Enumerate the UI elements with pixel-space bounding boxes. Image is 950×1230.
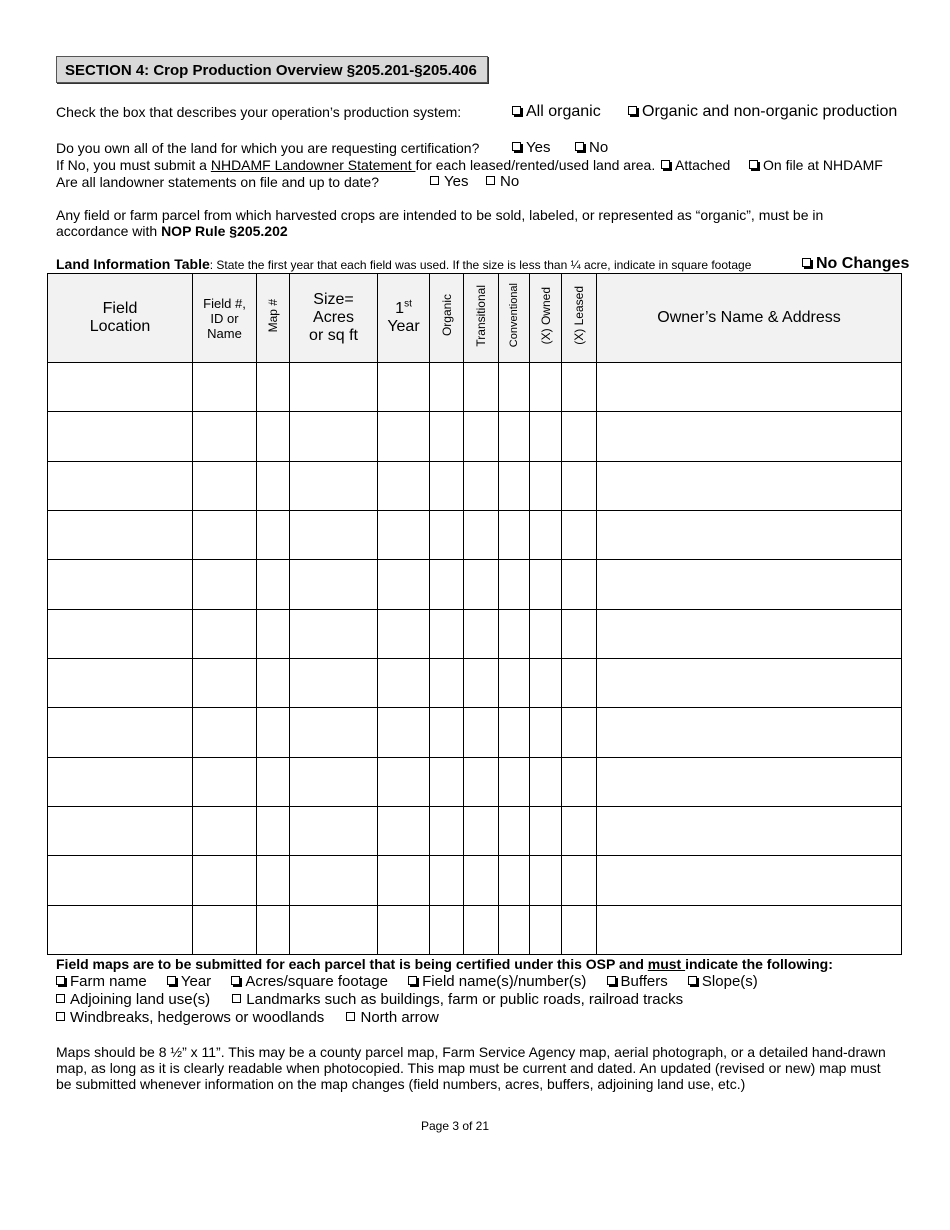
- table-cell[interactable]: [378, 757, 430, 806]
- table-cell[interactable]: [530, 461, 562, 510]
- checkbox-icon[interactable]: [346, 1012, 355, 1021]
- table-cell[interactable]: [499, 708, 530, 757]
- table-cell[interactable]: [597, 363, 902, 412]
- table-cell[interactable]: [257, 658, 290, 707]
- rule-text-line1: Any field or farm parcel from which harvested crops are intended to be sold, labeled, or represented as “organic”, must be in: [56, 207, 824, 223]
- table-cell[interactable]: [290, 609, 378, 658]
- table-cell[interactable]: [290, 708, 378, 757]
- table-cell[interactable]: [530, 609, 562, 658]
- table-cell[interactable]: [257, 560, 290, 609]
- checkbox-icon[interactable]: [231, 976, 240, 985]
- table-cell[interactable]: [290, 363, 378, 412]
- table-row: [48, 856, 902, 905]
- map-opt-farm-name[interactable]: Farm name: [56, 973, 147, 990]
- table-row: [48, 609, 902, 658]
- checkbox-icon[interactable]: [607, 976, 616, 985]
- no-changes-option[interactable]: No Changes: [802, 255, 909, 272]
- table-cell[interactable]: [48, 658, 193, 707]
- maps-row-2: [56, 991, 683, 1008]
- option-all-organic[interactable]: All organic: [512, 103, 601, 120]
- table-header-row: [48, 274, 902, 363]
- table-cell[interactable]: [499, 560, 530, 609]
- header-owned: (X) Owned: [530, 274, 562, 363]
- table-cell[interactable]: [378, 461, 430, 510]
- table-cell[interactable]: [193, 412, 257, 461]
- production-question: Check the box that describes your operation’s production system:: [56, 104, 462, 120]
- table-cell[interactable]: [499, 658, 530, 707]
- table-cell[interactable]: [193, 658, 257, 707]
- checkbox-icon[interactable]: [56, 1012, 65, 1021]
- map-opt-landmarks[interactable]: Landmarks such as buildings, farm or public roads, railroad tracks: [232, 991, 683, 1008]
- table-cell[interactable]: [193, 363, 257, 412]
- table-cell[interactable]: [48, 363, 193, 412]
- table-cell[interactable]: [193, 609, 257, 658]
- table-cell[interactable]: [290, 461, 378, 510]
- table-cell[interactable]: [562, 708, 597, 757]
- table-cell[interactable]: [562, 510, 597, 559]
- table-cell[interactable]: [597, 609, 902, 658]
- table-cell[interactable]: [430, 461, 464, 510]
- table-cell[interactable]: [48, 560, 193, 609]
- table-cell[interactable]: [378, 806, 430, 855]
- table-row: [48, 560, 902, 609]
- table-cell[interactable]: [562, 905, 597, 954]
- table-cell[interactable]: [290, 560, 378, 609]
- table-cell[interactable]: [257, 905, 290, 954]
- table-cell[interactable]: [464, 905, 499, 954]
- checkbox-icon[interactable]: [486, 176, 495, 185]
- table-cell[interactable]: [530, 806, 562, 855]
- table-cell[interactable]: [530, 658, 562, 707]
- table-cell[interactable]: [597, 905, 902, 954]
- table-cell[interactable]: [193, 757, 257, 806]
- table-cell[interactable]: [193, 708, 257, 757]
- table-cell[interactable]: [562, 609, 597, 658]
- table-cell[interactable]: [464, 461, 499, 510]
- table-cell[interactable]: [464, 658, 499, 707]
- table-cell[interactable]: [499, 757, 530, 806]
- landowner-statement-link[interactable]: NHDAMF Landowner Statement: [210, 157, 416, 173]
- table-cell[interactable]: [48, 757, 193, 806]
- table-cell[interactable]: [597, 461, 902, 510]
- map-opt-acres[interactable]: Acres/square footage: [231, 973, 388, 990]
- table-cell[interactable]: [464, 510, 499, 559]
- table-cell[interactable]: [48, 905, 193, 954]
- table-cell[interactable]: [562, 560, 597, 609]
- table-cell[interactable]: [193, 510, 257, 559]
- maps-row-3: [56, 1009, 439, 1026]
- table-cell[interactable]: [257, 363, 290, 412]
- map-opt-buffers[interactable]: Buffers: [607, 973, 668, 990]
- table-cell[interactable]: [597, 510, 902, 559]
- rule-text-line2: accordance with NOP Rule §205.202: [56, 223, 288, 239]
- header-field-location: Field Location: [48, 274, 193, 363]
- table-cell[interactable]: [562, 658, 597, 707]
- table-cell[interactable]: [290, 757, 378, 806]
- own-land-yes[interactable]: Yes: [512, 139, 550, 156]
- table-cell[interactable]: [530, 708, 562, 757]
- table-cell[interactable]: [464, 708, 499, 757]
- table-row: [48, 658, 902, 707]
- table-row: [48, 461, 902, 510]
- own-land-no[interactable]: No: [575, 139, 608, 156]
- table-cell[interactable]: [464, 412, 499, 461]
- table-cell[interactable]: [430, 806, 464, 855]
- table-cell[interactable]: [530, 412, 562, 461]
- table-cell[interactable]: [378, 363, 430, 412]
- map-opt-windbreaks[interactable]: Windbreaks, hedgerows or woodlands: [56, 1009, 324, 1026]
- table-cell[interactable]: [499, 609, 530, 658]
- table-row: [48, 510, 902, 559]
- table-cell[interactable]: [530, 856, 562, 905]
- checkbox-icon[interactable]: [56, 994, 65, 1003]
- checkbox-icon[interactable]: [56, 976, 65, 985]
- checkbox-icon[interactable]: [628, 106, 637, 115]
- table-cell[interactable]: [597, 856, 902, 905]
- table-cell[interactable]: [597, 412, 902, 461]
- checkbox-icon[interactable]: [575, 142, 584, 151]
- table-row: [48, 757, 902, 806]
- checkbox-icon[interactable]: [512, 142, 521, 151]
- table-cell[interactable]: [499, 905, 530, 954]
- table-cell[interactable]: [378, 609, 430, 658]
- table-cell[interactable]: [499, 363, 530, 412]
- table-cell[interactable]: [290, 856, 378, 905]
- own-land-question: Do you own all of the land for which you are requesting certification?: [56, 140, 480, 156]
- table-cell[interactable]: [530, 510, 562, 559]
- table-row: [48, 363, 902, 412]
- map-opt-year[interactable]: Year: [167, 973, 211, 990]
- table-row: [48, 708, 902, 757]
- table-cell[interactable]: [257, 510, 290, 559]
- table-cell[interactable]: [562, 461, 597, 510]
- table-cell[interactable]: [464, 757, 499, 806]
- table-cell[interactable]: [562, 806, 597, 855]
- table-cell[interactable]: [499, 461, 530, 510]
- table-cell[interactable]: [257, 856, 290, 905]
- table-cell[interactable]: [193, 461, 257, 510]
- land-information-table: [47, 273, 902, 955]
- map-opt-slopes[interactable]: Slope(s): [688, 973, 758, 990]
- table-cell[interactable]: [257, 708, 290, 757]
- landowner-statement-line: If No, you must submit a NHDAMF Landowner Statement for each leased/rented/used land area.: [56, 157, 656, 173]
- table-row: [48, 905, 902, 954]
- table-cell[interactable]: [597, 560, 902, 609]
- map-opt-field-name[interactable]: Field name(s)/number(s): [408, 973, 586, 990]
- table-cell[interactable]: [193, 905, 257, 954]
- table-cell[interactable]: [597, 658, 902, 707]
- uptodate-question: Are all landowner statements on file and up to date?: [56, 174, 379, 190]
- maps-heading: Field maps are to be submitted for each parcel that is being certified under this OSP and must indicate the following:: [56, 956, 833, 972]
- table-cell[interactable]: [193, 856, 257, 905]
- table-cell[interactable]: [562, 412, 597, 461]
- table-cell[interactable]: [562, 856, 597, 905]
- header-organic: Organic: [430, 274, 464, 363]
- table-cell[interactable]: [48, 412, 193, 461]
- checkbox-icon[interactable]: [802, 258, 811, 267]
- table-cell[interactable]: [48, 806, 193, 855]
- header-leased: (X) Leased: [562, 274, 597, 363]
- table-cell[interactable]: [378, 905, 430, 954]
- table-cell[interactable]: [499, 856, 530, 905]
- table-cell[interactable]: [597, 757, 902, 806]
- table-cell[interactable]: [378, 412, 430, 461]
- table-cell[interactable]: [257, 412, 290, 461]
- table-cell[interactable]: [499, 412, 530, 461]
- table-cell[interactable]: [464, 609, 499, 658]
- table-cell[interactable]: [290, 905, 378, 954]
- table-cell[interactable]: [499, 510, 530, 559]
- table-cell[interactable]: [430, 658, 464, 707]
- table-cell[interactable]: [430, 905, 464, 954]
- table-cell[interactable]: [464, 363, 499, 412]
- table-cell[interactable]: [597, 806, 902, 855]
- table-cell[interactable]: [597, 708, 902, 757]
- statement-on-file[interactable]: On file at NHDAMF: [749, 157, 883, 174]
- table-cell[interactable]: [430, 609, 464, 658]
- table-cell[interactable]: [378, 856, 430, 905]
- table-cell[interactable]: [562, 363, 597, 412]
- table-row: [48, 412, 902, 461]
- table-cell[interactable]: [257, 461, 290, 510]
- land-table-title: Land Information Table: State the first year that each field was used. If the size is less than ¼ acre, indicate in square footage: [56, 256, 752, 272]
- table-cell[interactable]: [48, 461, 193, 510]
- table-cell[interactable]: [48, 708, 193, 757]
- checkbox-icon[interactable]: [688, 976, 697, 985]
- table-cell[interactable]: [193, 560, 257, 609]
- header-map: Map #: [257, 274, 290, 363]
- table-row: [48, 806, 902, 855]
- header-conventional: Conventional: [499, 274, 530, 363]
- header-owner: Owner’s Name & Address: [597, 274, 902, 363]
- table-cell[interactable]: [464, 806, 499, 855]
- maps-row-1: [56, 973, 758, 990]
- checkbox-icon[interactable]: [430, 176, 439, 185]
- table-cell[interactable]: [430, 363, 464, 412]
- table-cell[interactable]: [530, 560, 562, 609]
- table-cell[interactable]: [430, 560, 464, 609]
- table-cell[interactable]: [290, 658, 378, 707]
- checkbox-icon[interactable]: [232, 994, 241, 1003]
- header-first-year: 1st Year: [378, 274, 430, 363]
- statement-attached[interactable]: Attached: [661, 157, 730, 174]
- table-cell[interactable]: [378, 658, 430, 707]
- table-cell[interactable]: [48, 856, 193, 905]
- table-cell[interactable]: [257, 806, 290, 855]
- table-cell[interactable]: [530, 757, 562, 806]
- uptodate-yes[interactable]: Yes: [430, 173, 468, 190]
- table-cell[interactable]: [464, 856, 499, 905]
- table-cell[interactable]: [290, 806, 378, 855]
- table-cell[interactable]: [257, 609, 290, 658]
- table-cell[interactable]: [193, 806, 257, 855]
- table-cell[interactable]: [530, 363, 562, 412]
- table-cell[interactable]: [48, 609, 193, 658]
- map-opt-north-arrow[interactable]: North arrow: [346, 1009, 438, 1026]
- page-number: Page 3 of 21: [420, 1119, 490, 1133]
- table-cell[interactable]: [378, 560, 430, 609]
- header-field-id: Field #, ID or Name: [193, 274, 257, 363]
- header-transitional: Transitional: [464, 274, 499, 363]
- checkbox-icon[interactable]: [167, 976, 176, 985]
- maps-note: Maps should be 8 ½” x 11”. This may be a county parcel map, Farm Service Agency map, aerial photograph, or a detailed hand-drawn map, as long as it is clearly readable when photocopied. This map must be current and dated. An updated (revised or new) map must be submitted whenever information on the map changes (field numbers, acres, buffers, adjoining land use, etc.): [56, 1044, 886, 1092]
- table-cell[interactable]: [430, 757, 464, 806]
- table-cell[interactable]: [562, 757, 597, 806]
- table-cell[interactable]: [378, 708, 430, 757]
- table-cell[interactable]: [499, 806, 530, 855]
- table-cell[interactable]: [430, 412, 464, 461]
- table-cell[interactable]: [464, 560, 499, 609]
- table-cell[interactable]: [290, 510, 378, 559]
- table-cell[interactable]: [378, 510, 430, 559]
- table-cell[interactable]: [530, 905, 562, 954]
- checkbox-icon[interactable]: [512, 106, 521, 115]
- checkbox-icon[interactable]: [408, 976, 417, 985]
- checkbox-icon[interactable]: [749, 160, 758, 169]
- table-cell[interactable]: [430, 856, 464, 905]
- table-cell[interactable]: [290, 412, 378, 461]
- table-cell[interactable]: [257, 757, 290, 806]
- map-opt-adjoining[interactable]: Adjoining land use(s): [56, 991, 210, 1008]
- checkbox-icon[interactable]: [661, 160, 670, 169]
- section-title: SECTION 4: Crop Production Overview §205.201-§205.406: [56, 56, 488, 83]
- option-organic-non-organic[interactable]: Organic and non-organic production: [628, 103, 897, 120]
- header-size: Size= Acres or sq ft: [290, 274, 378, 363]
- uptodate-no[interactable]: No: [486, 173, 519, 190]
- table-cell[interactable]: [48, 510, 193, 559]
- table-cell[interactable]: [430, 708, 464, 757]
- table-cell[interactable]: [430, 510, 464, 559]
